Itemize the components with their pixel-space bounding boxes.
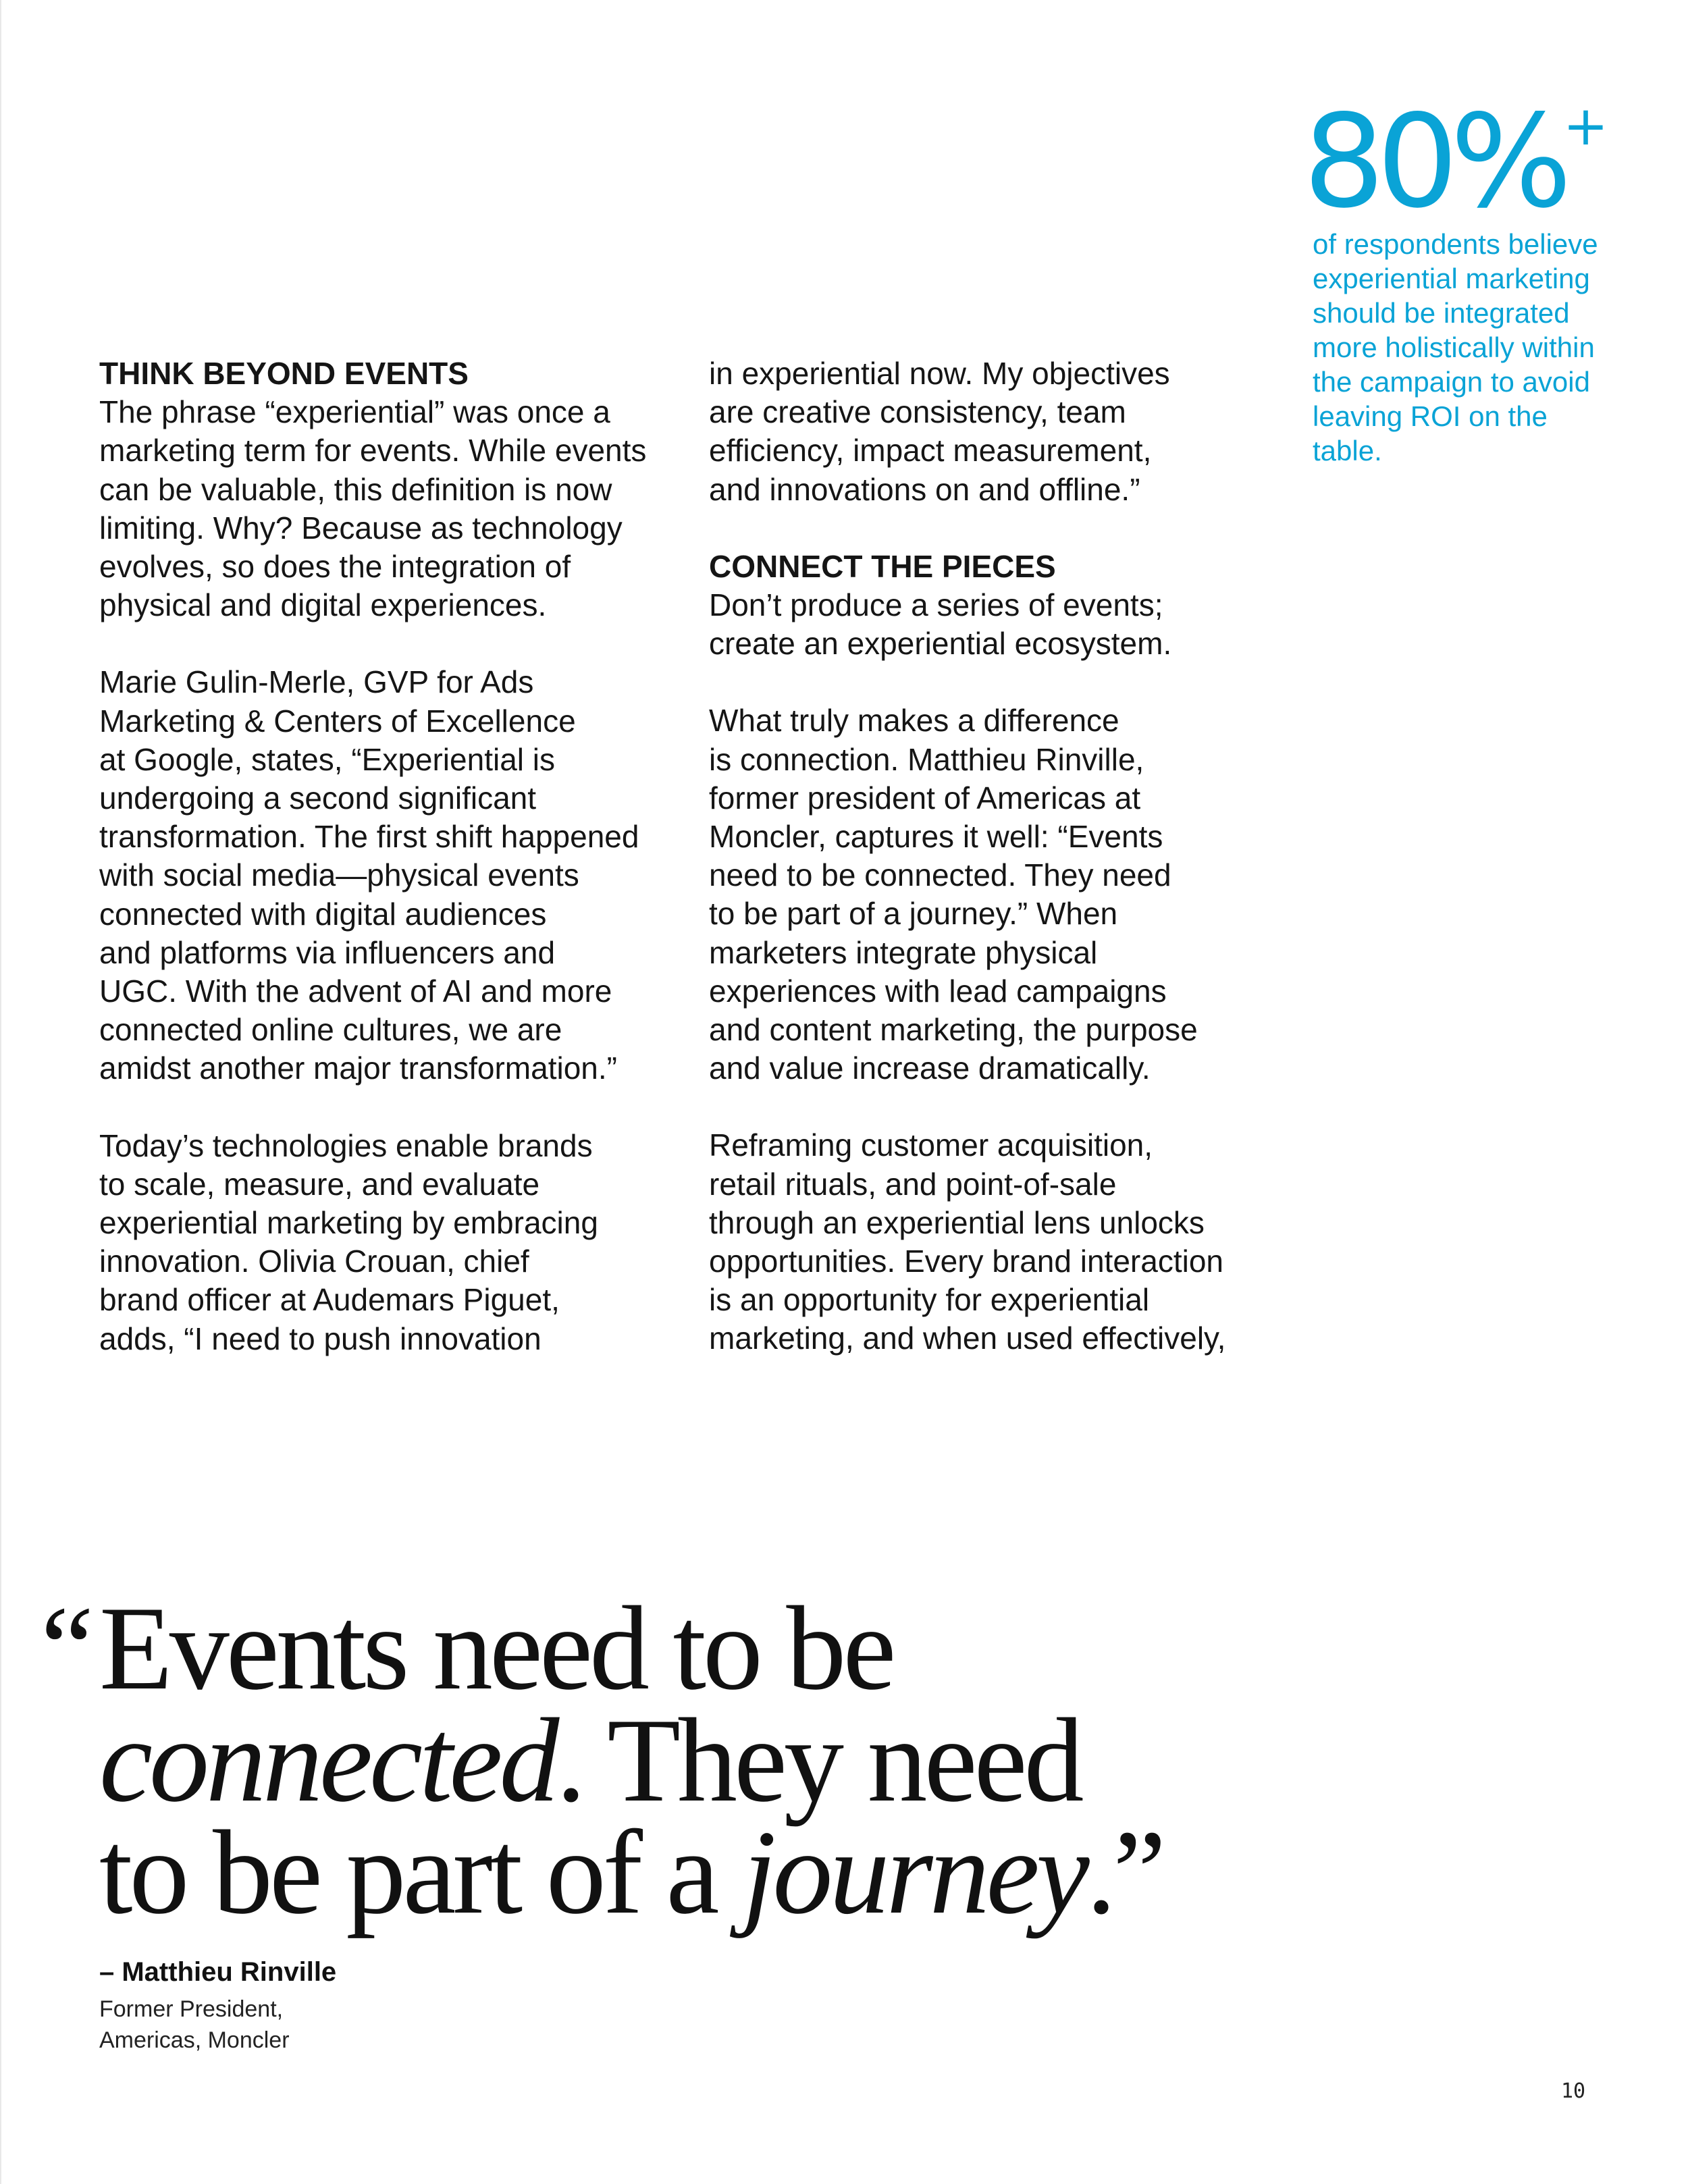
paragraph: The phrase “experiential” was once a marketing term for events. While events can be valuable, this definition is now limiting. Why? Because as technology evolves, so does the integration of physical and digital experiences. — [99, 394, 647, 623]
page-edge — [0, 0, 1, 2184]
section-heading-think-beyond-events: THINK BEYOND EVENTS — [99, 356, 469, 391]
pull-quote-text: to be part of a — [99, 1805, 743, 1939]
paragraph-continued: in experiential now. My objectives are creative consistency, team efficiency, impact measurement, and innovations on and offline.” — [709, 356, 1170, 507]
section-heading-connect-the-pieces: CONNECT THE PIECES — [709, 548, 1056, 584]
left-column — [99, 354, 680, 1397]
pull-quote — [41, 1581, 1391, 1939]
pull-quote-line-2 — [41, 1693, 1391, 1827]
right-column — [709, 354, 1290, 1397]
quote-attribution-name: – Matthieu Rinville — [99, 1957, 337, 1987]
pull-quote-text: Events need to be — [99, 1581, 893, 1715]
pull-quote-emphasis: journey — [742, 1805, 1086, 1939]
paragraph: Marie Gulin-Merle, GVP for Ads Marketing & Centers of Excellence at Google, states, “Experiential is undergoing a second significant transformation. The first shift happened with social media—physical events connected with digital audiences and platforms via influencers and UGC. With the advent of AI and more connected online cultures, we are amidst another major transformation.” — [99, 664, 639, 1086]
paragraph: What truly makes a difference is connection. Matthieu Rinville, former president of Americas at Moncler, captures it well: “Events need to be connected. They need to be part of a journey.” When marketers integrate physical experiences with lead campaigns and content marketing, the purpose and value increase dramatically. — [709, 703, 1198, 1086]
paragraph: Reframing customer acquisition, retail rituals, and point-of-sale through an experiential lens unlocks opportunities. Every brand interaction is an opportunity for experiential marketing, and when used effectively, — [709, 1127, 1226, 1356]
page-number: 10 — [1561, 2079, 1586, 2103]
pull-quote-line-1 — [41, 1581, 1391, 1715]
paragraph: Today’s technologies enable brands to scale, measure, and evaluate experiential marketing by embracing innovation. Olivia Crouan, chief brand officer at Audemars Piguet, adds, “I need to push innovation — [99, 1127, 598, 1356]
quote-attribution-title: Former President, Americas, Moncler — [99, 1996, 290, 2053]
pull-quote-line-3 — [41, 1805, 1391, 1939]
paragraph: Don’t produce a series of events; create an experiential ecosystem. — [709, 587, 1172, 662]
pull-quote-emphasis: connected — [99, 1693, 556, 1827]
stat-superscript: + — [1563, 95, 1609, 157]
stat-number: 80% — [1303, 87, 1564, 236]
stat-description: of respondents believe experiential marketing should be integrated more holistically within the campaign to avoid leaving ROI on the table. — [1313, 228, 1598, 467]
stat-callout — [1303, 87, 1614, 468]
pull-quote-text: .” — [1086, 1805, 1163, 1939]
pull-quote-text: . They need — [556, 1693, 1081, 1827]
open-quote-mark: “ — [41, 1581, 91, 1715]
